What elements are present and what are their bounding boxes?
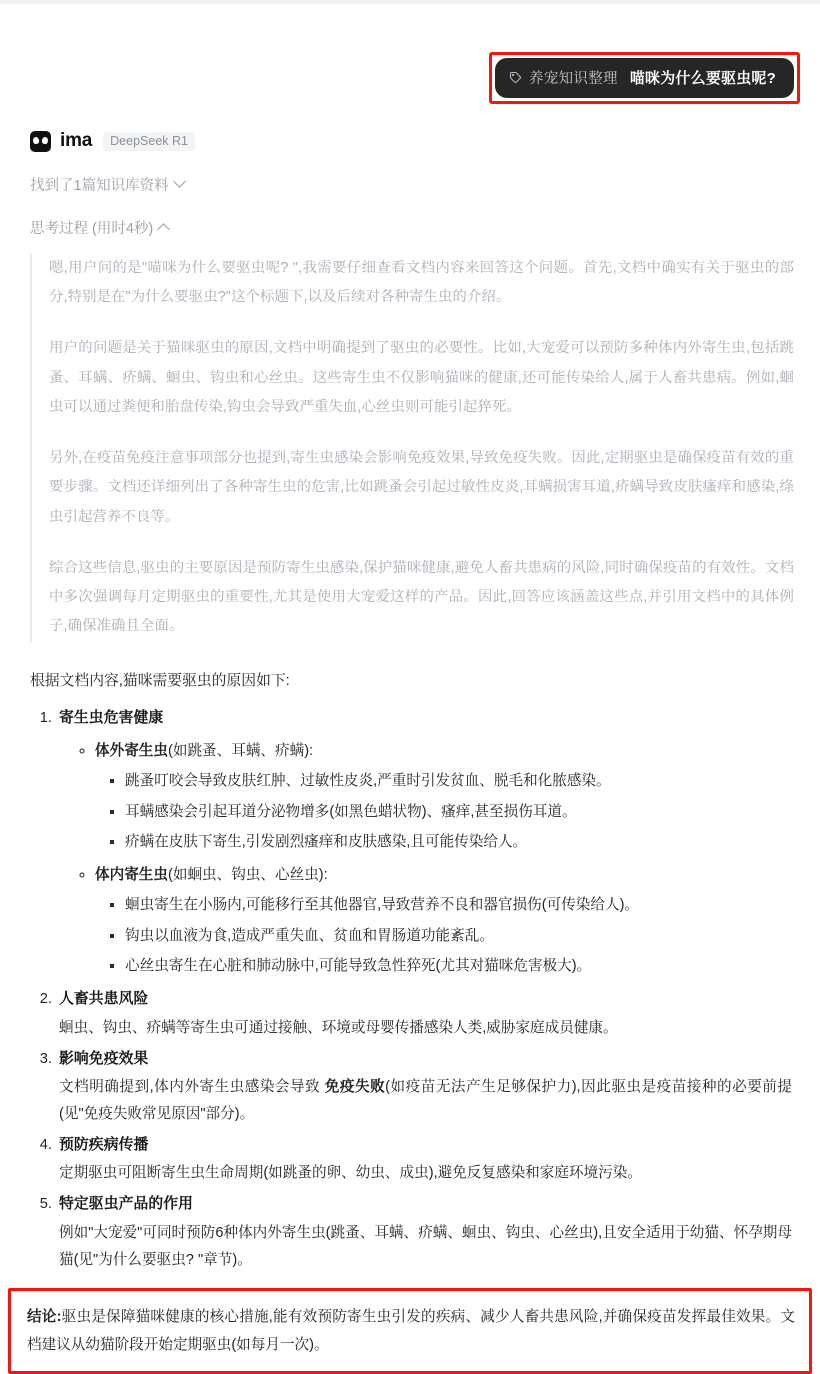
- thinking-process-toggle[interactable]: [30, 217, 798, 238]
- conversation-page: [0, 4, 820, 1374]
- list-item: [56, 986, 798, 1041]
- ima-panda-logo-icon: [30, 131, 51, 152]
- sublist-points: [95, 770, 798, 854]
- conclusion-paragraph: [27, 1303, 795, 1359]
- list-item: [56, 1046, 798, 1128]
- thinking-paragraph: 另外,在疫苗免疫注意事项部分也提到,寄生虫感染会影响免疫效果,导致免疫失败。因此,定期驱虫是确保疫苗有效的重要步骤。文档还详细列出了各种寄生虫的危害,比如跳蚤会引起过敏性皮炎,耳螨损害耳道,疥螨导致皮肤瘙痒和感染,绦虫引起营养不良等。: [49, 450, 794, 525]
- assistant-message: [0, 130, 820, 1274]
- chevron-down-icon: [173, 175, 186, 188]
- model-badge: DeepSeek R1: [103, 132, 195, 151]
- body-text-post: (如疫苗无法产生足够保护力),因此驱虫是疫苗接种的必要前提(见"免疫失败常见原因"部分)。: [59, 1079, 792, 1123]
- list-item: [56, 1191, 798, 1273]
- list-item: ▪ 疥螨在皮肤下寄生,引发剧烈瘙痒和皮肤感染,且可能传染给人。: [125, 831, 798, 854]
- thinking-process-label: 思考过程 (用时4秒): [30, 221, 154, 237]
- list-item: ▪ 耳螨感染会引起耳道分泌物增多(如黑色蜡状物)、瘙痒,甚至损伤耳道。: [125, 801, 798, 824]
- chevron-up-icon: [157, 223, 170, 236]
- list-item-title: 预防疾病传播: [59, 1137, 149, 1153]
- knowledge-sources-toggle[interactable]: [30, 174, 798, 195]
- list-item: [56, 705, 798, 978]
- list-item-title: 影响免疫效果: [59, 1050, 149, 1067]
- list-item-title: 特定驱虫产品的作用: [59, 1196, 194, 1213]
- answer-lead: 根据文档内容,猫咪需要驱虫的原因如下:: [30, 672, 290, 689]
- list-item: ▪ 钩虫以血液为食,造成严重失血、贫血和胃肠道功能紊乱。: [125, 925, 798, 948]
- sublist-item-label-bold: 体内寄生虫: [95, 867, 168, 884]
- thinking-paragraph: 嗯,用户问的是"喵咪为什么要驱虫呢? ",我需要仔细查看文档内容来回答这个问题。首先,文档中确实有关于驱虫的部分,特别是在"为什么要驱虫?"这个标题下,以及后续对各种寄生虫的介绍。: [49, 260, 794, 306]
- list-item: [56, 1132, 798, 1187]
- body-text-pre: 文档明确提到,体内外寄生虫感染会导致: [59, 1079, 325, 1096]
- thinking-process-content: [30, 254, 798, 642]
- list-item: ▪ 蛔虫寄生在小肠内,可能移行至其他器官,导致营养不良和器官损伤(可传染给人)。: [125, 894, 798, 917]
- assistant-brand-row: [30, 130, 798, 152]
- thinking-paragraph: 用户的问题是关于猫咪驱虫的原因,文档中明确提到了驱虫的必要性。比如,大宠爱可以预防多种体内外寄生虫,包括跳蚤、耳螨、疥螨、蛔虫、钩虫和心丝虫。这些寄生虫不仅影响猫咪的健康,还可能传染给人,属于人畜共患病。例如,蛔虫可以通过粪便和胎盘传染,钩虫会导致严重失血,心丝虫则可能引起猝死。: [49, 340, 794, 415]
- conclusion-annotation-box: [8, 1288, 812, 1374]
- sublist-item-label-bold: 体外寄生虫: [95, 743, 168, 760]
- user-message-question: 喵咪为什么要驱虫呢?: [629, 70, 776, 87]
- user-message-bubble[interactable]: [495, 58, 794, 98]
- conclusion-label: 结论:: [27, 1308, 62, 1325]
- tag-icon: [509, 71, 522, 84]
- answer-body: [30, 668, 798, 1274]
- list-item: [95, 862, 798, 978]
- user-message-annotation-box: [489, 52, 800, 104]
- list-item: ▪ 跳蚤叮咬会导致皮肤红肿、过敏性皮炎,严重时引发贫血、脱毛和化脓感染。: [125, 770, 798, 793]
- conclusion-text: 驱虫是保障猫咪健康的核心措施,能有效预防寄生虫引发的疾病、减少人畜共患风险,并确保疫苗发挥最佳效果。文档建议从幼猫阶段开始定期驱虫(如每月一次)。: [27, 1308, 795, 1353]
- user-message-tag-label: 养宠知识整理: [529, 71, 618, 87]
- list-item-title: 寄生虫危害健康: [59, 709, 164, 726]
- brand-name: ima: [60, 130, 93, 151]
- list-item: [95, 738, 798, 854]
- list-item-body: 例如"大宠爱"可同时预防6种体内外寄生虫(跳蚤、耳螨、疥螨、蛔虫、钩虫、心丝虫),且安全适用于幼猫、怀孕期母猫(见"为什么要驱虫? "章节)。: [59, 1224, 792, 1268]
- list-item-title: 人畜共患风险: [59, 991, 149, 1008]
- sublist: [59, 738, 798, 978]
- list-item: ▪ 心丝虫寄生在心脏和肺动脉中,可能导致急性猝死(尤其对猫咪危害极大)。: [125, 955, 798, 978]
- answer-list: [30, 705, 798, 1274]
- body-text-emphasis: 免疫失败: [324, 1079, 386, 1096]
- list-item-body: [59, 1074, 798, 1128]
- list-item-body: 定期驱虫可阻断寄生虫生命周期(如跳蚤的卵、幼虫、成虫),避免反复感染和家庭环境污染。: [59, 1165, 642, 1182]
- sublist-points: [95, 894, 798, 978]
- user-message-row: [0, 4, 820, 104]
- sublist-item-label-rest: (如跳蚤、耳螨、疥螨):: [167, 743, 314, 760]
- list-item-body: 蛔虫、钩虫、疥螨等寄生虫可通过接触、环境或母婴传播感染人类,威胁家庭成员健康。: [59, 1019, 618, 1036]
- knowledge-sources-label: 找到了1篇知识库资料: [30, 178, 169, 194]
- sublist-item-label-rest: (如蛔虫、钩虫、心丝虫):: [167, 867, 328, 884]
- thinking-paragraph: 综合这些信息,驱虫的主要原因是预防寄生虫感染,保护猫咪健康,避免人畜共患病的风险,同时确保疫苗的有效性。文档中多次强调每月定期驱虫的重要性,尤其是使用大宠爱这样的产品。因此,回答应该涵盖这些点,并引用文档中的具体例子,确保准确且全面。: [49, 559, 794, 635]
